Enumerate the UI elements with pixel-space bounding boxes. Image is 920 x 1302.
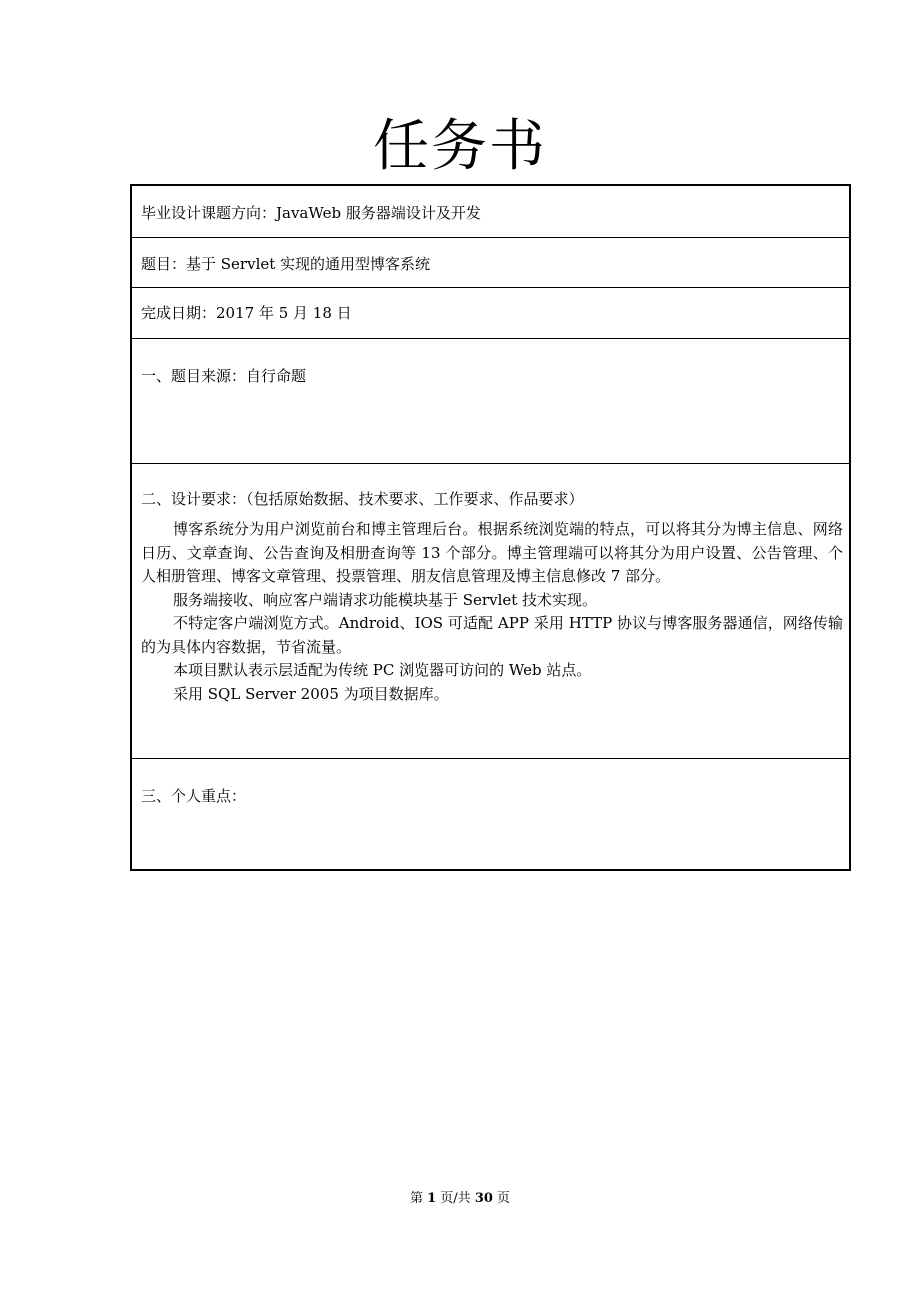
section-requirements-heading: 二、设计要求：（包括原始数据、技术要求、工作要求、作品要求） [141,490,584,508]
row-topic [132,238,849,288]
completion-date-text: 完成日期：2017 年 5 月 18 日 [141,304,352,322]
document-title: 任务书 [373,114,547,179]
footer-total-pages: 30 [474,1191,493,1206]
requirements-paragraph: 本项目默认表示层适配为传统 PC 浏览器可访问的 Web 站点。 [173,661,592,679]
footer-middle: 页/共 [440,1191,471,1206]
footer-prefix: 第 [409,1191,423,1206]
row-completion-date [132,288,849,339]
requirements-paragraph: 服务端接收、响应客户端请求功能模块基于 Servlet 技术实现。 [173,590,598,609]
footer-suffix: 页 [497,1191,511,1206]
row-section-source [132,339,849,464]
page-footer [0,1190,920,1208]
footer-current-page: 1 [427,1191,437,1206]
direction-text: 毕业设计课题方向：JavaWeb 服务器端设计及开发 [141,204,481,222]
task-form-table [130,184,851,871]
section-source-heading: 一、题目来源：自行命题 [141,367,307,385]
requirements-paragraph: 采用 SQL Server 2005 为项目数据库。 [173,684,449,703]
topic-text: 题目：基于 Servlet 实现的通用型博客系统 [141,255,431,273]
row-direction [132,186,849,238]
requirements-body [141,518,843,706]
requirements-paragraph: 不特定客户端浏览方式。Android、IOS 可适配 APP 采用 HTTP 协议与博客服务器通信，网络传输的为具体内容数据，节省流量。 [141,614,843,656]
section-focus-heading: 三、个人重点： [141,787,247,805]
requirements-paragraph: 博客系统分为用户浏览前台和博主管理后台。根据系统浏览端的特点，可以将其分为博主信息、网络日历、文章查询、公告查询及相册查询等 13 个部分。博主管理端可以将其分为用户设置、公告管理、个人相册管理、博客文章管理、投票管理、朋友信息管理及博主信息修改 7 部分。 [141,520,843,585]
row-section-focus [132,759,849,869]
row-section-requirements [132,464,849,759]
